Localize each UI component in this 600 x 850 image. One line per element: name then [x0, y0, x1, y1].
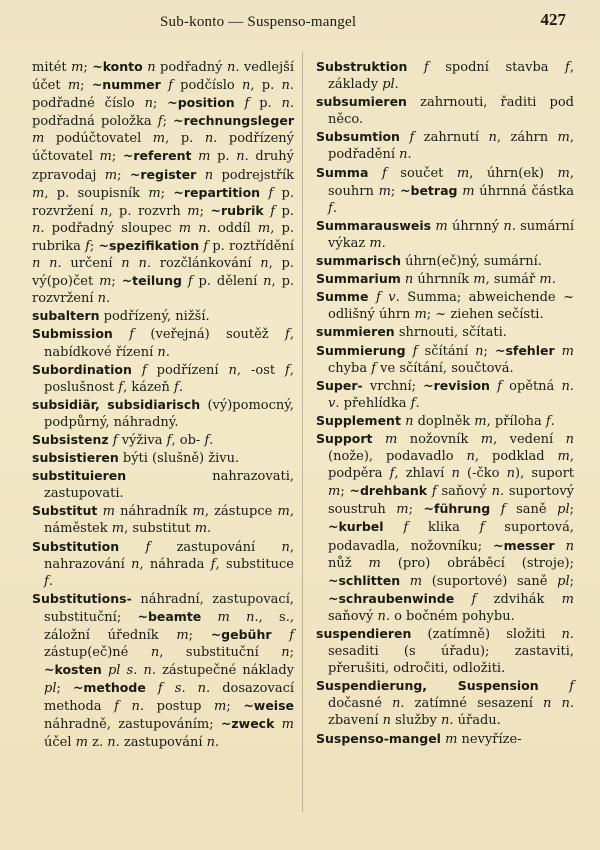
dictionary-entry: Subordination f podřízení n, -ost f, poslušnost f, kázeň f. — [32, 361, 294, 395]
dictionary-entry: suspendieren (zatímně) složiti n. sesaditi (s úřadu); zastaviti, přerušiti, odročiti, odložiti. — [316, 626, 574, 677]
dictionary-entry: subsidiär, subsidiarisch (vý)pomocný, podpůrný, náhradný. — [32, 396, 294, 430]
dictionary-entry: Substruktion f spodní stavba f, základy pl. — [316, 59, 574, 93]
dictionary-entry: Summarium n úhrnník m, sumář m. — [316, 271, 556, 288]
dictionary-entry: Summierung f sčítání n; ~sfehler m chyba f ve sčítání, součtová. — [316, 342, 574, 376]
dictionary-entry: summarisch úhrn(eč)ný, sumární. — [316, 253, 542, 270]
dictionary-entry: mitét m; ~konto n podřadný n. vedlejší účet m; ~nummer f podčíslo n, p. n. podřadné číslo n; ~position f p. n. podřadná položka f; ~rechnungsleger m podúčtovatel m, p. n. podřízený účtovatel m; ~referent m p. n. druhý zpravodaj m; ~register n podrejstřík m, p. soupisník m; ~repartition f p. rozvržení n, p. rozvrh m; ~rubrik f p. n. podřadný sloupec m n. oddíl m, p. rubrika f; ~spezifikation f p. roztřídění n n. určení n n. rozčlánkování n, p. vý(po)čet m; ~teilung f p. dělení n, p. rozvržení n. — [32, 59, 295, 307]
dictionary-entry: Summe f v. Summa; abweichende ~ odlišný úhrn m; ~ ziehen sečísti. — [316, 289, 574, 323]
dictionary-entry: Summa f součet m, úhrn(ek) m, souhrn m; ~betrag m úhrnná částka f. — [316, 164, 575, 216]
dictionary-entry: Subsistenz f výživa f, ob- f. — [32, 431, 214, 448]
dictionary-entry: subsumieren zahrnouti, řaditi pod něco. — [316, 94, 574, 128]
dictionary-entry: Substitutions- náhradní, zastupovací, substituční; ~beamte m n., s., záložní úředník m; ~gebühr f zástup(eč)né n, substituční n; ~kosten pl s. n. zástupečné náklady pl; ~methode f s. n. dosazovací methoda f n. postup m; ~weise náhradně, zastupováním; ~zweck m účel m z. n. zastupování n. — [32, 590, 295, 750]
dictionary-entry: Support m nožovník m, vedení n (nože), podavadlo n, podklad m, podpěra f, zhlaví n (-čko n), suport m; ~drehbank f saňový n. suportový soustruh m; ~führung f saně pl; ~kurbel f klika f suportová, podavadla, nožovníku; ~messer n nůž m (pro) obráběcí (stroje); ~schlitten m (suportové) saně pl; ~schraubenwinde f zdvihák m saňový n. o bočném pohybu. — [316, 430, 575, 624]
right-column — [316, 58, 574, 748]
dictionary-entry: Substitution f zastupování n, nahrazování n, náhrada f, substituce f. — [32, 538, 295, 589]
dictionary-entry: summieren shrnouti, sčítati. — [316, 324, 507, 341]
dictionary-entry: Suspenso-mangel m nevyříze- — [316, 730, 522, 747]
running-head: Sub-konto — Suspenso-mangel — [160, 14, 357, 30]
dictionary-entry: Substitut m náhradník m, zástupce m, náměstek m, substitut m. — [32, 503, 294, 537]
dictionary-entry: Subsumtion f zahrnutí n, záhrn m, podřadění n. — [316, 129, 575, 163]
dictionary-entry: substituieren nahrazovati, zastupovati. — [32, 468, 294, 502]
dictionary-entry: Suspendierung, Suspension f dočasné n. zatímné sesazení n n. zbavení n služby n. úřadu. — [316, 678, 574, 729]
column-divider — [302, 52, 303, 812]
page-number: 427 — [540, 10, 566, 29]
dictionary-entry: Super- vrchní; ~revision f opětná n. v. přehlídka f. — [316, 377, 574, 411]
left-column — [32, 58, 294, 751]
dictionary-entry: Summarausweis m úhrnný n. sumární výkaz m. — [316, 217, 574, 251]
dictionary-entry: Submission f (veřejná) soutěž f, nabídkové řízení n. — [32, 326, 294, 360]
page-header — [0, 8, 600, 36]
dictionary-entry: subsistieren býti (slušně) živu. — [32, 450, 240, 467]
dictionary-entry: Supplement n doplněk m, příloha f. — [316, 412, 555, 429]
dictionary-entry: subaltern podřízený, nižší. — [32, 308, 210, 325]
